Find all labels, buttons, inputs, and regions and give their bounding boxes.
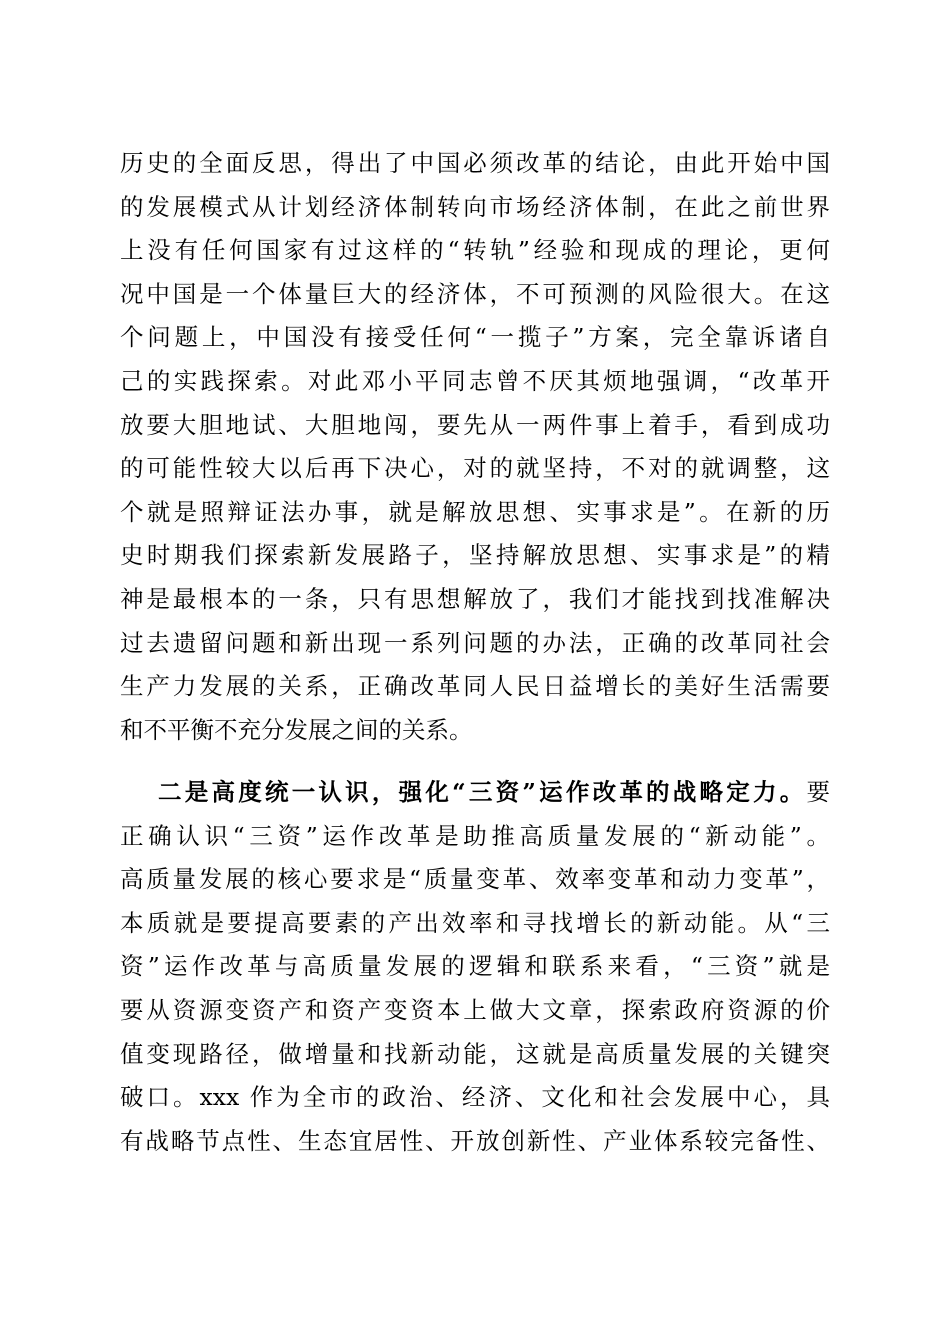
text-line: 个就是照辩证法办事，就是解放思想、实事求是”。在新的历 [120, 497, 830, 526]
paragraph-2 [120, 771, 830, 1163]
text-line: 历史的全面反思，得出了中国必须改革的结论，由此开始中国 [120, 149, 830, 177]
text-line: 有战略节点性、生态宜居性、开放创新性、产业体系较完备性、 [120, 1126, 830, 1155]
text-line: 己的实践探索。对此邓小平同志曾不厌其烦地强调，“改革开 [120, 366, 830, 395]
text-line: 要从资源变资产和资产变资本上做大文章，探索政府资源的价 [120, 995, 830, 1024]
text-line: 个问题上，中国没有接受任何“一揽子”方案，完全靠诉诸自 [120, 323, 830, 352]
text-line: 高质量发展的核心要求是“质量变革、效率变革和动力变革”， [120, 865, 830, 894]
paragraph-1 [120, 142, 830, 752]
section-heading: 二是高度统一认识，强化“三资”运作改革的战略定力。 [158, 778, 807, 806]
text-line: 破口。xxx 作为全市的政治、经济、文化和社会发展中心，具 [120, 1083, 830, 1112]
text-line: 的可能性较大以后再下决心，对的就坚持，不对的就调整，这 [120, 454, 830, 483]
text-line: 上没有任何国家有过这样的“转轨”经验和现成的理论，更何 [120, 236, 830, 265]
text-line: 况中国是一个体量巨大的经济体，不可预测的风险很大。在这 [120, 279, 830, 308]
text-line: 和不平衡不充分发展之间的关系。 [120, 715, 473, 744]
text-line: 资”运作改革与高质量发展的逻辑和联系来看，“三资”就是 [120, 952, 830, 981]
text-line: 本质就是要提高要素的产出效率和寻找增长的新动能。从“三 [120, 908, 830, 937]
text-line: 神是最根本的一条，只有思想解放了，我们才能找到找准解决 [120, 584, 830, 613]
text-line: 放要大胆地试、大胆地闯，要先从一两件事上着手，看到成功 [120, 410, 830, 439]
paragraph-2-first-line [120, 771, 830, 815]
text-line: 值变现路径，做增量和找新动能，这就是高质量发展的关键突 [120, 1039, 830, 1068]
text-line: 正确认识“三资”运作改革是助推高质量发展的“新动能”。 [120, 821, 830, 850]
text-line: 的发展模式从计划经济体制转向市场经济体制，在此之前世界 [120, 192, 830, 221]
text-line: 史时期我们探索新发展路子，坚持解放思想、实事求是”的精 [120, 541, 830, 570]
text-line: 过去遗留问题和新出现一系列问题的办法，正确的改革同社会 [120, 628, 830, 657]
text-line: 生产力发展的关系，正确改革同人民日益增长的美好生活需要 [120, 672, 830, 701]
heading-line-continuation: 要 [806, 778, 830, 806]
